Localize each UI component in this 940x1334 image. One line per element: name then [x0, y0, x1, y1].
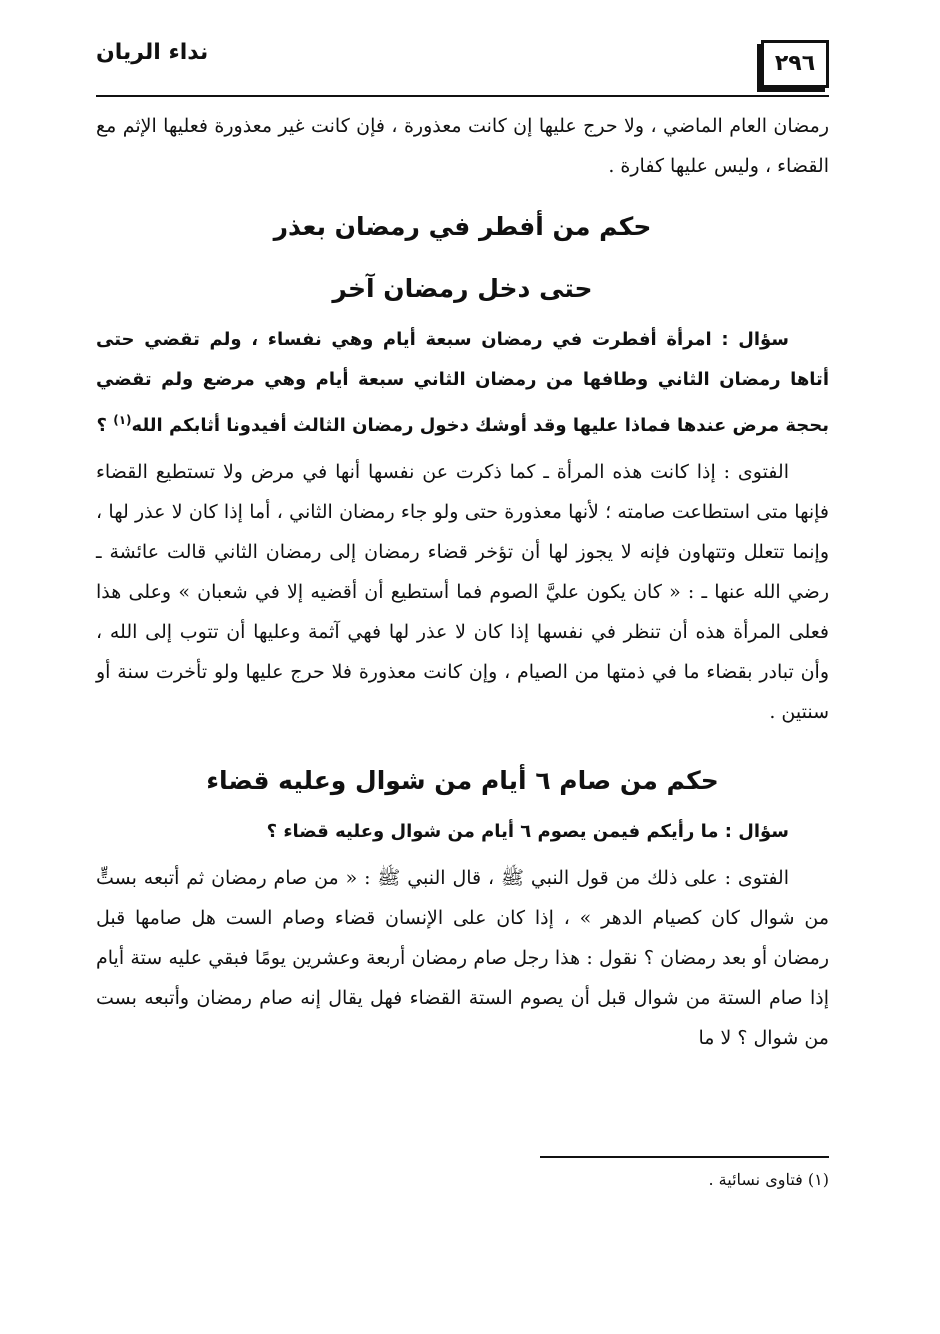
page-number: ٢٩٦: [761, 40, 829, 88]
section1-question-text: سؤال : امرأة أفطرت في رمضان سبعة أيام وهي نفساء ، ولم تقضي حتى أتاها رمضان الثاني وطافها من رمضان الثاني سبعة أيام وهي مرضع ولم تقضي بحجة مرض عندها فماذا عليها وقد أوشك دخول رمضان الثالث أفيدونا أثابكم الله: [96, 329, 829, 436]
page-content: [96, 106, 829, 1064]
section2-question: سؤال : ما رأيكم فيمن يصوم ٦ أيام من شوال وعليه قضاء ؟: [266, 821, 789, 842]
footnote-reference: (١): [113, 413, 132, 427]
section1-heading-line1: حكم من أفطر في رمضان بعذر: [273, 212, 652, 241]
header-divider: [96, 95, 829, 97]
footnote-divider: [540, 1156, 829, 1158]
section2-fatwa: الفتوى : على ذلك من قول النبي ﷺ ، قال النبي ﷺ : « من صام رمضان ثم أتبعه بستٍّ من شوال كان كصيام الدهر » ، إذا كان على الإنسان قضاء وصام الست هل صامها قبل رمضان أو بعد رمضان ؟ نقول : هذا رجل صام رمضان أربعة وعشرين يومًا فبقي عليه ستة أيام إذا صام الستة من شوال قبل أن يصوم الستة القضاء فهل يقال إنه صام رمضان وأتبعه بست من شوال ؟ لا ما: [96, 867, 829, 1049]
section1-question: [96, 320, 829, 446]
book-title: نداء الريان: [96, 40, 209, 65]
section2-heading: حكم من صام ٦ أيام من شوال وعليه قضاء: [206, 766, 719, 795]
footnote: (١) فتاوى نسائية .: [708, 1170, 829, 1189]
section1-question-end: ؟: [96, 415, 114, 436]
page-header: [96, 38, 829, 90]
intro-paragraph: رمضان العام الماضي ، ولا حرج عليها إن كانت معذورة ، فإن كانت غير معذورة فعليها الإثم مع القضاء ، وليس عليها كفارة .: [96, 115, 829, 177]
section1-fatwa: الفتوى : إذا كانت هذه المرأة ـ كما ذكرت عن نفسها أنها في مرض ولا تستطيع القضاء فإنها متى استطاعت صامته ؛ لأنها معذورة حتى ولو جاء رمضان الثاني ، أما إذا كان لا عذر لها ، وإنما تتعلل وتتهاون فإنه لا يجوز لها أن تؤخر قضاء رمضان إلى رمضان الثاني قالت عائشة ـ رضي الله عنها ـ : « كان يكون عليَّ الصوم فما أستطيع أن أقضيه إلا في شعبان » وعلى هذا فعلى المرأة هذه أن تنظر في نفسها إذا كان لا عذر لها فهي آثمة وعليها أن تتوب إلى الله ، وأن تبادر بقضاء ما في ذمتها من الصيام ، وإن كانت معذورة فلا حرج عليها ولو تأخرت سنة أو سنتين .: [96, 461, 829, 723]
section1-heading-line2: حتى دخل رمضان آخر: [332, 274, 593, 303]
